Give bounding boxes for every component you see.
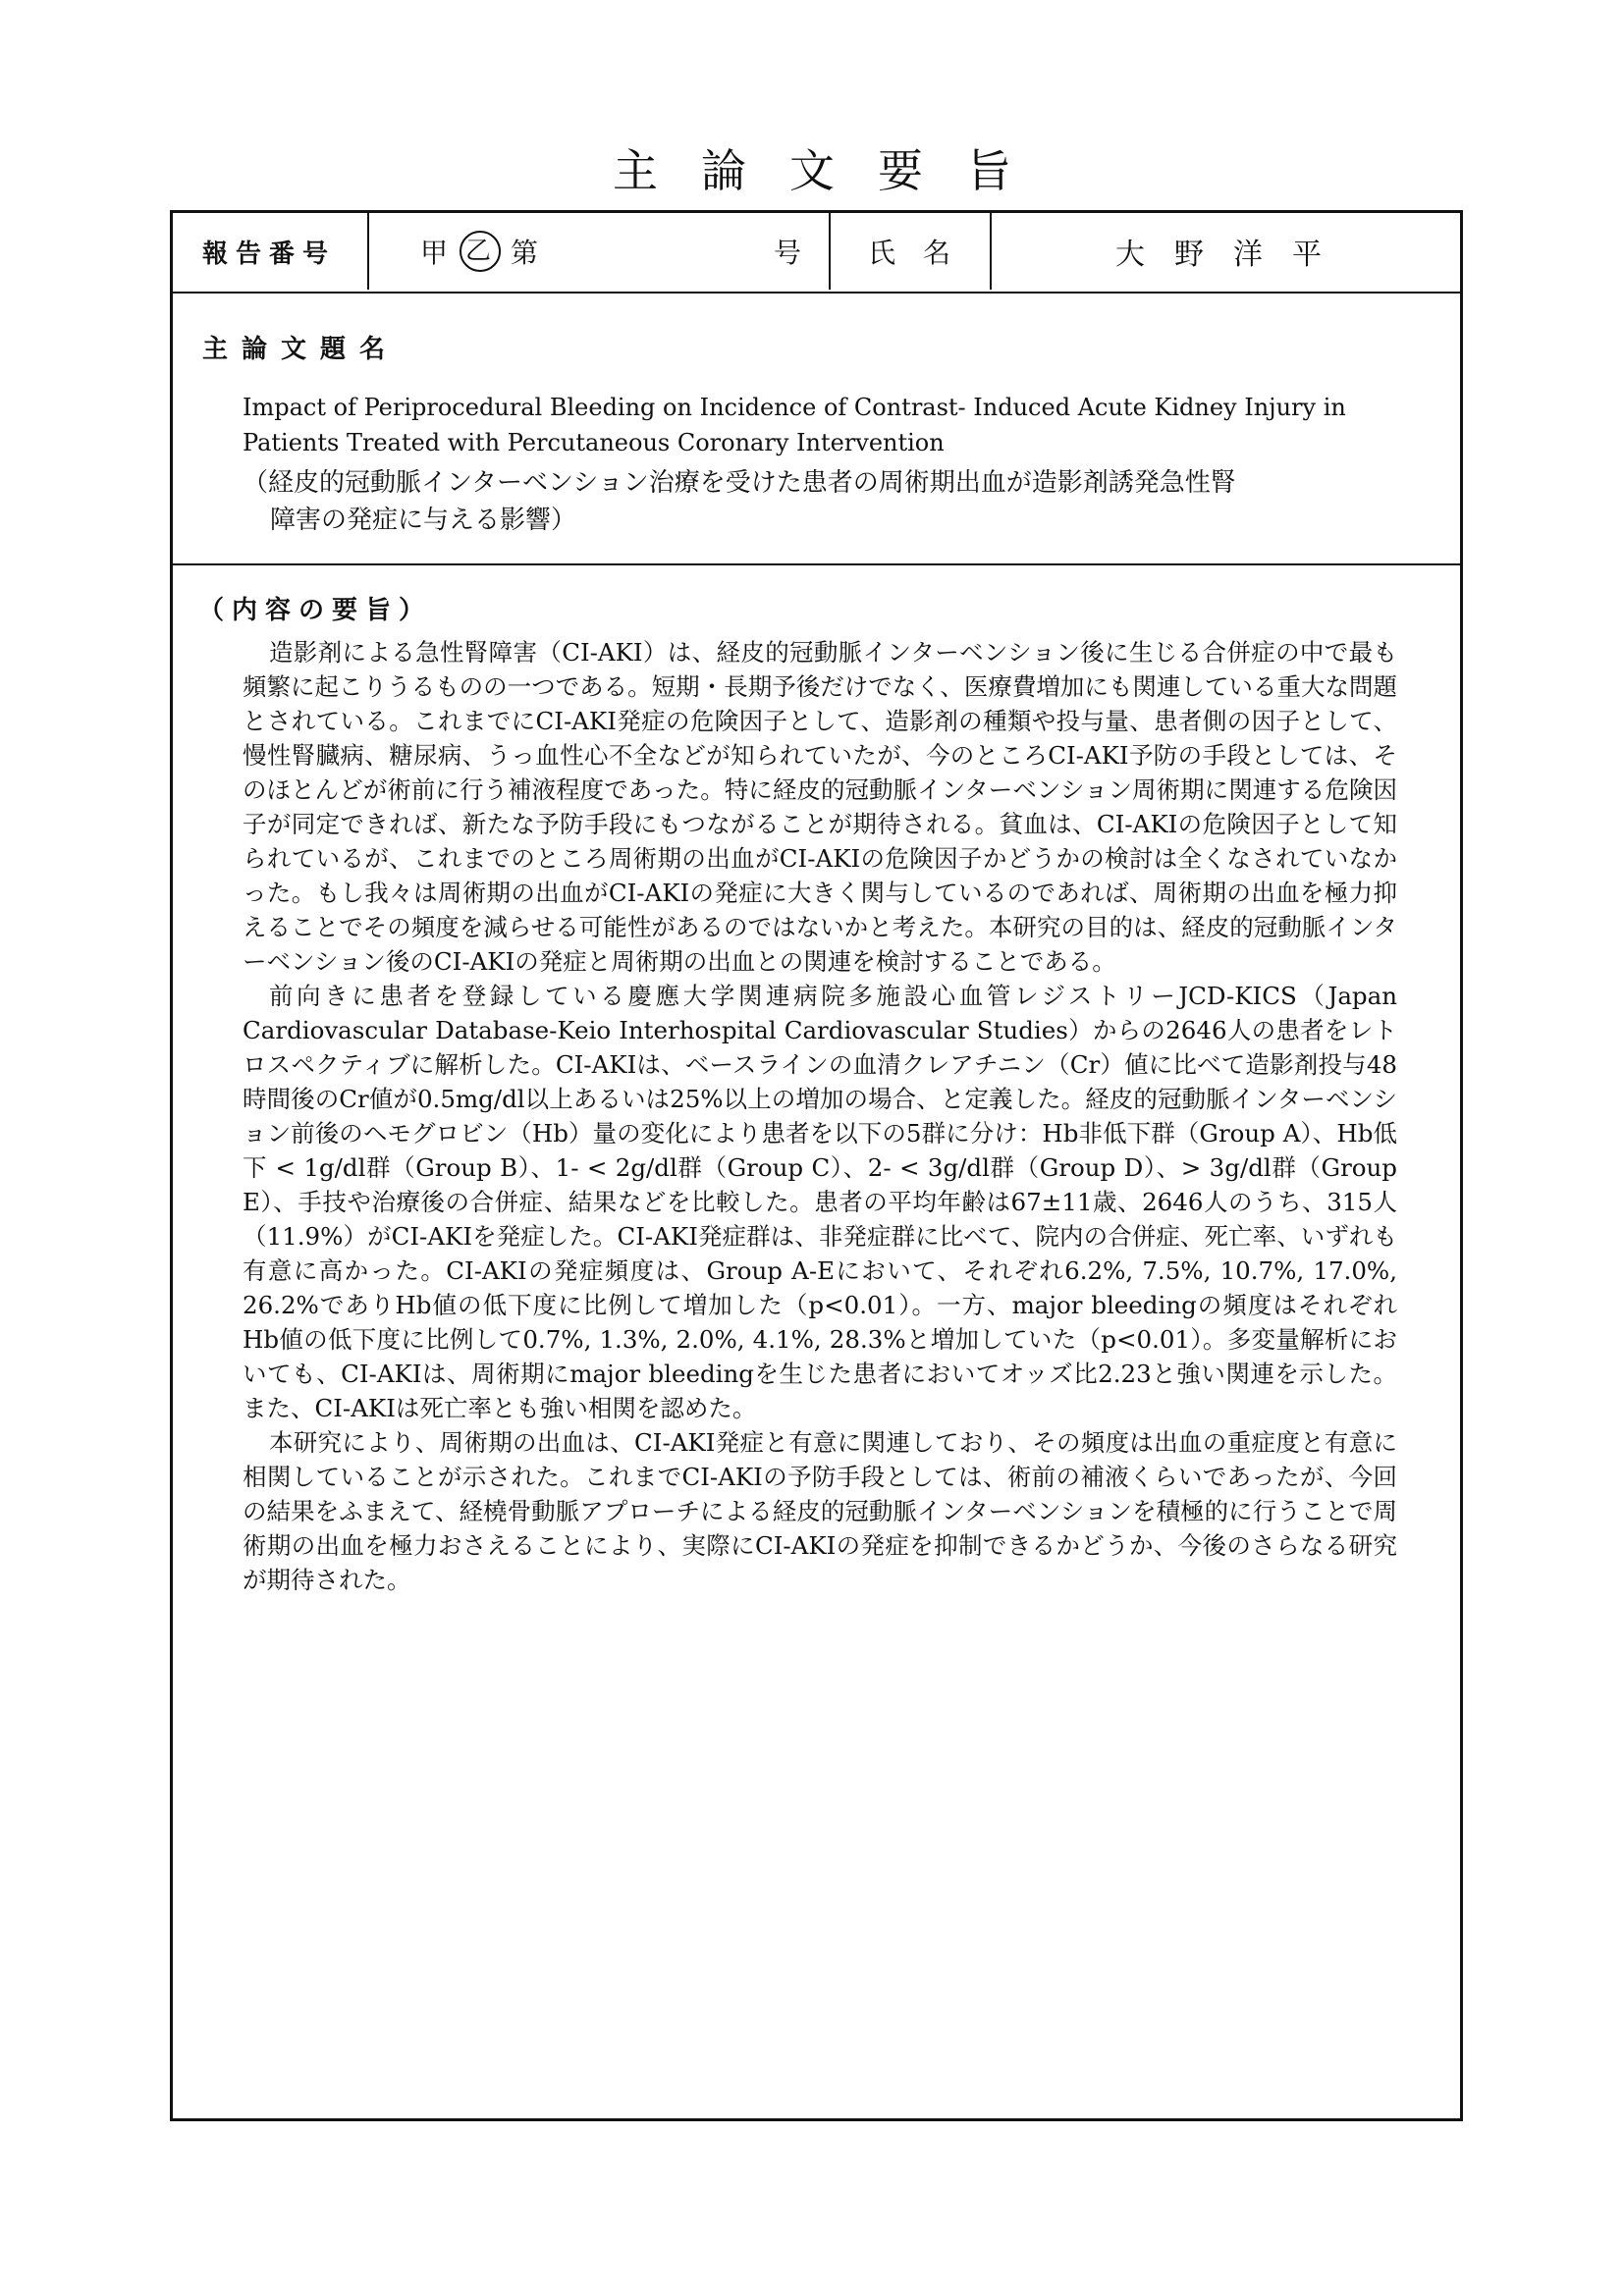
content-summary-body (243, 635, 1397, 1597)
divider (829, 213, 831, 290)
name-label: 氏名 (868, 237, 979, 269)
report-header-row (173, 213, 1460, 294)
kou-label: 甲 (420, 237, 453, 269)
title-ja-line-1: （経皮的冠動脈インターベンション治療を受けた患者の周術期出血が造影剤誘発急性腎 (243, 468, 1236, 498)
summary-paragraph: 造影剤による急性腎障害（CI-AKI）は、経皮的冠動脈インターベンション後に生じる合併症の中で最も頻繁に起こりうるものの一つである。短期・長期予後だけでなく、医療費増加にも関連している重大な問題とされている。これまでにCI-AKI発症の危険因子として、造影剤の種類や投与量、患者側の因子として、慢性腎臓病、糖尿病、うっ血性心不全などが知られていたが、今のところCI-AKI予防の手段としては、そのほとんどが術前に行う補液程度であった。特に経皮的冠動脈インターベンション周術期に関連する危険因子が同定できれば、新たな予防手段にもつながることが期待される。貧血は、CI-AKIの危険因子として知られているが、これまでのところ周術期の出血がCI-AKIの危険因子かどうかの検討は全くなされていなかった。もし我々は周術期の出血がCI-AKIの発症に大きく関与しているのであれば、周術期の出血を極力抑えることでその頻度を減らせる可能性があるのではないかと考えた。本研究の目的は、経皮的冠動脈インターベンション後のCI-AKIの発症と周術期の出血との関連を検討することである。 (243, 638, 1397, 976)
thesis-title-label: 主論文題名 (202, 335, 400, 364)
report-number-field (420, 213, 542, 290)
summary-paragraph: 前向きに患者を登録している慶應大学関連病院多施設心血管レジストリーJCD-KICS（Japan Cardiovascular Database-Keio Interhospital Cardiovascular Studies）からの2646人の患者をレトロスペクティブに解析した。CI-AKIは、ベースラインの血清クレアチニン（Cr）値に比べて造影剤投与48時間後のCr値が0.5mg/dl以上あるいは25%以上の増加の場合、と定義した。経皮的冠動脈インターベンション前後のヘモグロビン（Hb）量の変化により患者を以下の5群に分け：Hb非低下群（Group A）、Hb低下 < 1g/dl群（Group B）、1- < 2g/dl群（Group C）、2- < 3g/dl群（Group D）、> 3g/dl群（Group E）、手技や治療後の合併症、結果などを比較した。患者の平均年齢は67±11歳、2646人のうち、315人（11.9%）がCI-AKIを発症した。CI-AKI発症群は、非発症群に比べて、院内の合併症、死亡率、いずれも有意に高かった。CI-AKIの発症頻度は、Group A-Eにおいて、それぞれ6.2%, 7.5%, 10.7%, 17.0%, 26.2%でありHb値の低下度に比例して増加した（p<0.01）。一方、major bleedingの頻度はそれぞれHb値の低下度に比例して0.7%, 1.3%, 2.0%, 4.1%, 28.3%と増加していた（p<0.01）。多変量解析においても、CI-AKIは、周術期にmajor bleedingを生じた患者においてオッズ比2.23と強い関連を示した。また、CI-AKIは死亡率とも強い相関を認めた。 (243, 982, 1397, 1422)
author-name: 大野洋平 (1115, 238, 1351, 272)
thesis-title-section (173, 292, 1460, 565)
thesis-title-english: Impact of Periprocedural Bleeding on Incidence of Contrast- Induced Acute Kidney Injury in Patients Treated with Percutaneous Coronary Intervention (243, 394, 1346, 456)
form-frame (170, 210, 1463, 2121)
title-ja-line-2: 障害の発症に与える影響） (270, 506, 577, 535)
report-number-label: 報告番号 (202, 239, 337, 269)
thesis-title-japanese (243, 464, 1381, 539)
go-label: 号 (774, 237, 802, 269)
content-summary-label: （内容の要旨） (198, 596, 433, 625)
otsu-circled-mark: 乙 (460, 231, 501, 272)
dai-label: 第 (511, 237, 543, 269)
summary-paragraph: 本研究により、周術期の出血は、CI-AKI発症と有意に関連しており、その頻度は出血の重症度と有意に相関していることが示された。これまでCI-AKIの予防手段としては、術前の補液くらいであったが、今回の結果をふまえて、経橈骨動脈アプローチによる経皮的冠動脈インターベンションを積極的に行うことで周術期の出血を極力おさえることにより、実際にCI-AKIの発症を抑制できるかどうか、今後のさらなる研究が期待された。 (243, 1428, 1397, 1594)
document-title: 主論文要旨 (613, 144, 1055, 197)
divider (367, 213, 369, 290)
